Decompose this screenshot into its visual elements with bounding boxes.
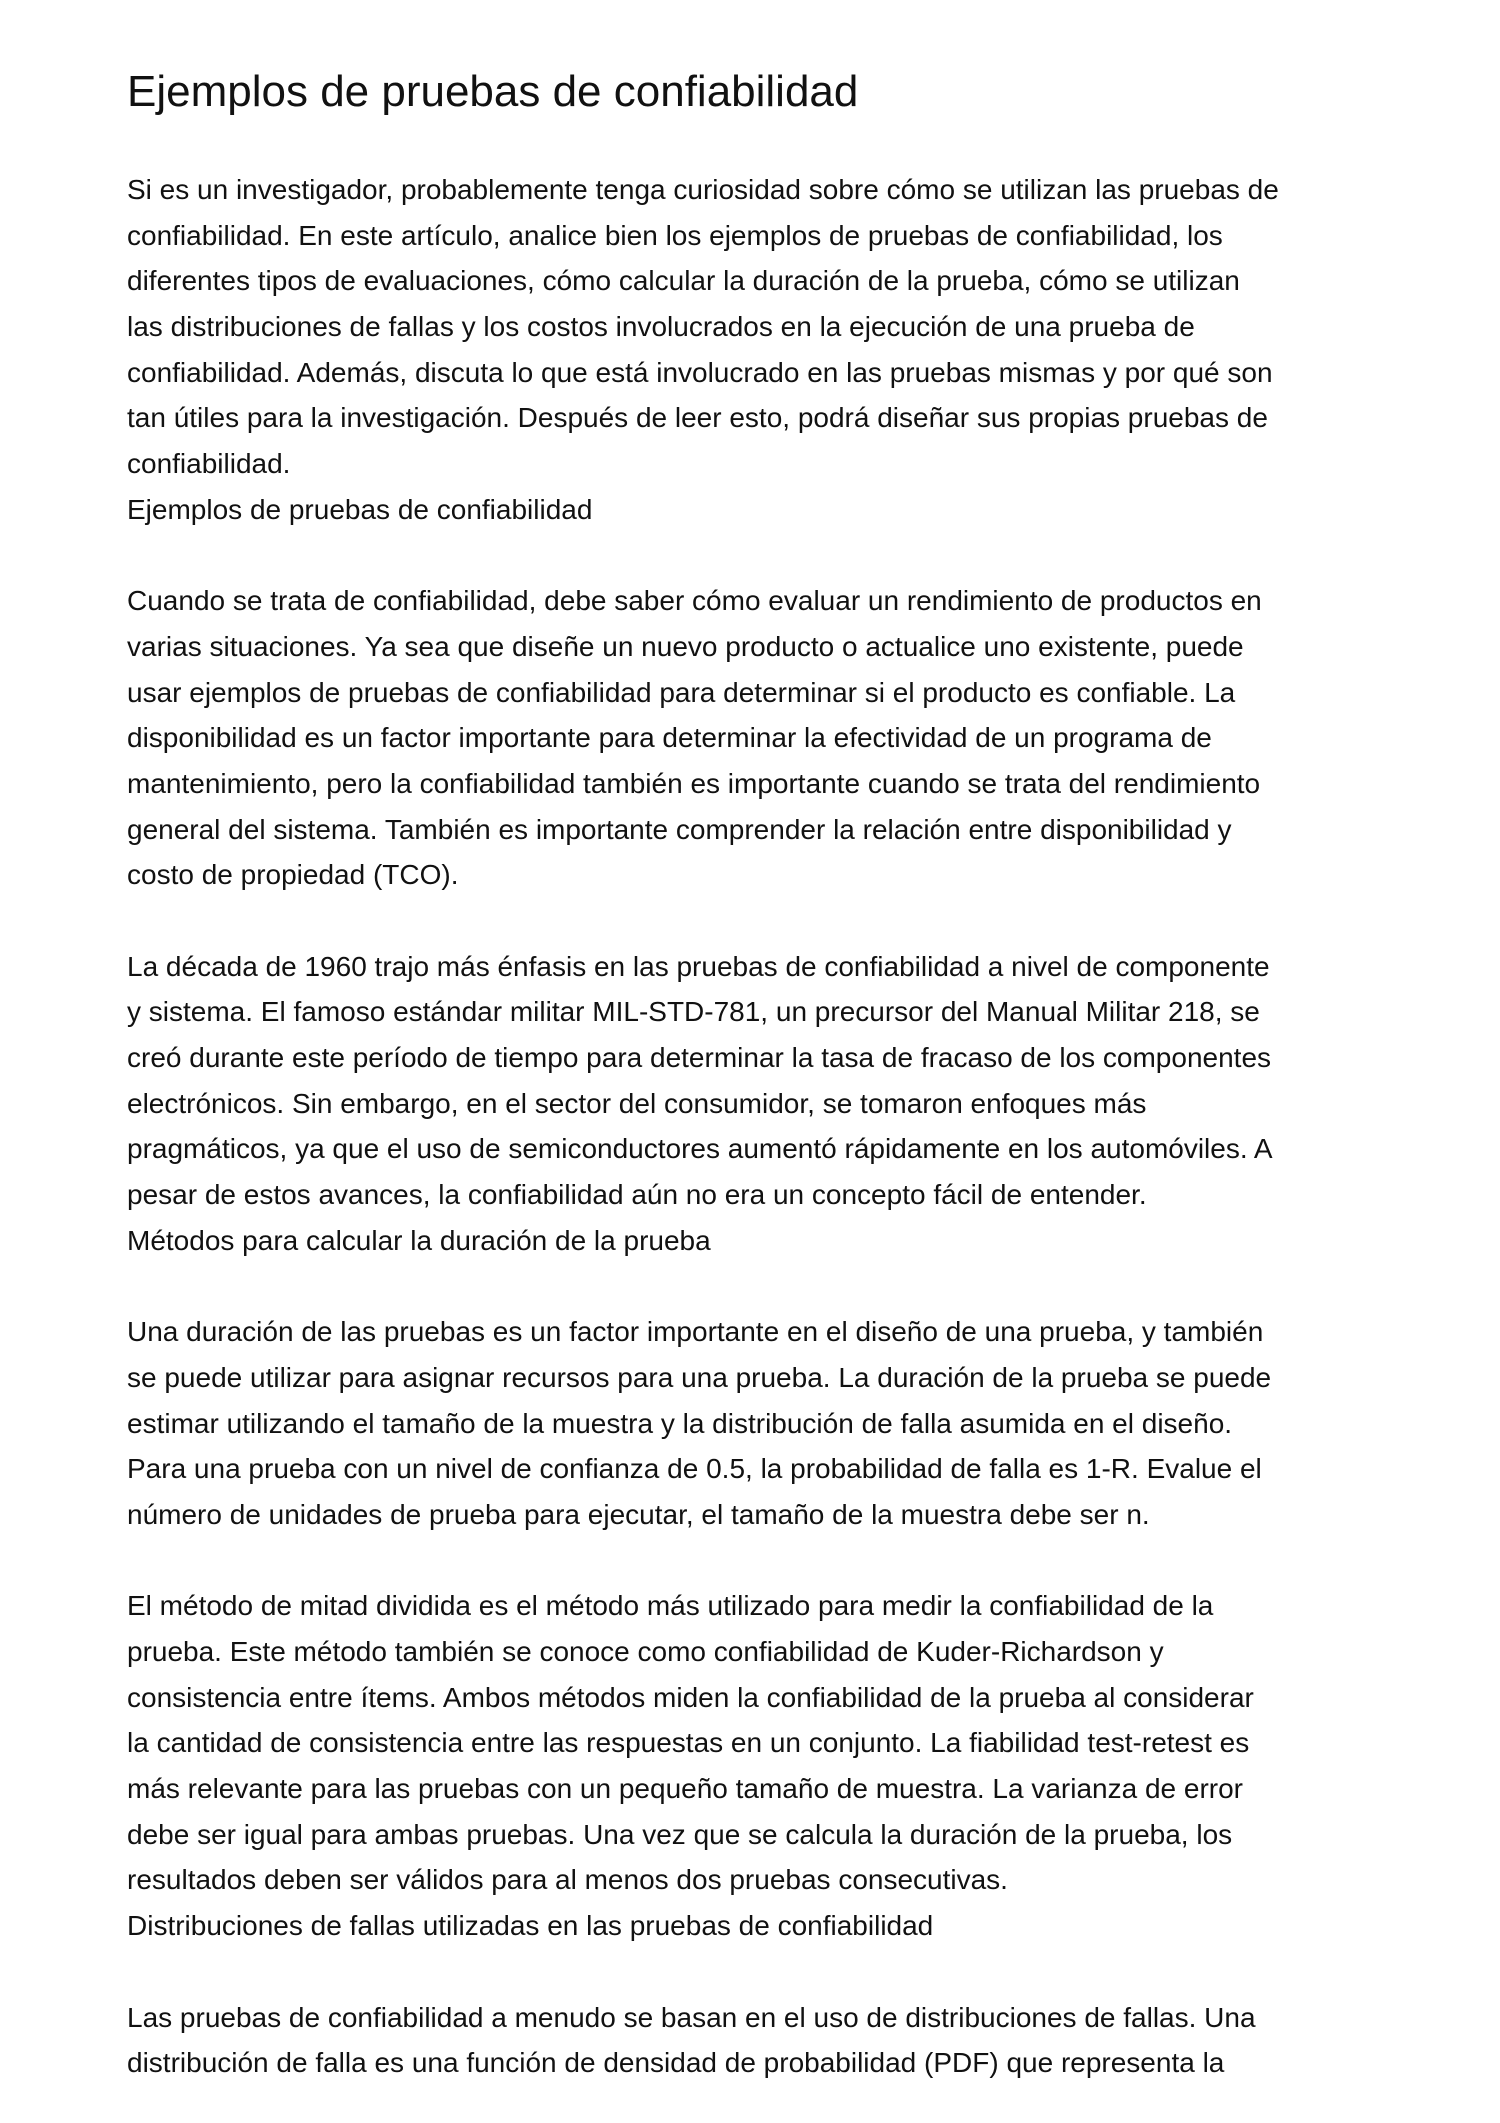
blank-line	[127, 1949, 1279, 1995]
text-line: debe ser igual para ambas pruebas. Una vez que se calcula la duración de la prueba, los	[127, 1818, 1233, 1850]
blank-line	[127, 1538, 1279, 1584]
text-line: estimar utilizando el tamaño de la muestra y la distribución de falla asumida en el diseño.	[127, 1407, 1233, 1439]
text-line: usar ejemplos de pruebas de confiabilidad para determinar si el producto es confiable. La	[127, 676, 1236, 708]
text-line: varias situaciones. Ya sea que diseñe un nuevo producto o actualice uno existente, puede	[127, 630, 1244, 662]
text-line: electrónicos. Sin embargo, en el sector del consumidor, se tomaron enfoques más	[127, 1087, 1147, 1119]
text-line: creó durante este período de tiempo para determinar la tasa de fracaso de los componentes	[127, 1042, 1272, 1074]
text-line: Si es un investigador, probablemente tenga curiosidad sobre cómo se utilizan las pruebas de	[127, 174, 1279, 205]
text-line: pragmáticos, ya que el uso de semiconductores aumentó rápidamente en los automóviles. A	[127, 1133, 1273, 1165]
text-line: El método de mitad dividida es el método más utilizado para medir la confiabilidad de la	[127, 1590, 1214, 1622]
text-line: confiabilidad.	[127, 448, 291, 480]
text-line: confiabilidad. En este artículo, analice bien los ejemplos de pruebas de confiabilidad, los	[127, 219, 1223, 251]
text-line: mantenimiento, pero la confiabilidad también es importante cuando se trata del rendimiento	[127, 767, 1261, 799]
text-line: número de unidades de prueba para ejecutar, el tamaño de la muestra debe ser n.	[127, 1498, 1150, 1530]
text-line: Para una prueba con un nivel de confianza de 0.5, la probabilidad de falla es 1-R. Evalue el	[127, 1453, 1262, 1485]
text-line: confiabilidad. Además, discuta lo que está involucrado en las pruebas mismas y por qué son	[127, 356, 1273, 388]
text-line: la cantidad de consistencia entre las respuestas en un conjunto. La fiabilidad test-retest es	[127, 1727, 1250, 1759]
text-line: prueba. Este método también se conoce como confiabilidad de Kuder-Richardson y	[127, 1636, 1164, 1667]
text-line: Cuando se trata de confiabilidad, debe saber cómo evaluar un rendimiento de productos en	[127, 585, 1262, 617]
text-line: costo de propiedad (TCO).	[127, 859, 459, 891]
text-line: Las pruebas de confiabilidad a menudo se basan en el uso de distribuciones de fallas. Una	[127, 2001, 1256, 2033]
blank-line	[127, 1264, 1279, 1310]
text-line: se puede utilizar para asignar recursos para una prueba. La duración de la prueba se puede	[127, 1361, 1272, 1393]
text-line: tan útiles para la investigación. Después de leer esto, podrá diseñar sus propias pruebas de	[127, 402, 1268, 434]
page-title: Ejemplos de pruebas de confiabilidad	[127, 67, 859, 116]
text-line: consistencia entre ítems. Ambos métodos miden la confiabilidad de la prueba al considerar	[127, 1681, 1254, 1713]
text-line: disponibilidad es un factor importante para determinar la efectividad de un programa de	[127, 722, 1212, 754]
text-line: Ejemplos de pruebas de confiabilidad	[127, 493, 593, 525]
text-line: La década de 1960 trajo más énfasis en las pruebas de confiabilidad a nivel de componente	[127, 950, 1270, 982]
text-line: las distribuciones de fallas y los costos involucrados en la ejecución de una prueba de	[127, 311, 1195, 343]
blank-line	[127, 898, 1279, 944]
text-line: Métodos para calcular la duración de la prueba	[127, 1224, 711, 1256]
text-line: Distribuciones de fallas utilizadas en las pruebas de confiabilidad	[127, 1910, 934, 1942]
text-line: distribución de falla es una función de densidad de probabilidad (PDF) que representa la	[127, 2047, 1225, 2079]
article-body	[127, 167, 1279, 2086]
text-line: resultados deben ser válidos para al menos dos pruebas consecutivas.	[127, 1864, 1008, 1896]
blank-line	[127, 533, 1279, 579]
text-line: y sistema. El famoso estándar militar MIL-STD-781, un precursor del Manual Militar 218, se	[127, 996, 1260, 1028]
text-line: diferentes tipos de evaluaciones, cómo calcular la duración de la prueba, cómo se utilizan	[127, 265, 1240, 297]
text-line: general del sistema. También es importante comprender la relación entre disponibilidad y	[127, 813, 1232, 845]
text-line: Una duración de las pruebas es un factor importante en el diseño de una prueba, y también	[127, 1316, 1264, 1348]
text-line: pesar de estos avances, la confiabilidad aún no era un concepto fácil de entender.	[127, 1179, 1147, 1211]
text-line: más relevante para las pruebas con un pequeño tamaño de muestra. La varianza de error	[127, 1773, 1244, 1805]
